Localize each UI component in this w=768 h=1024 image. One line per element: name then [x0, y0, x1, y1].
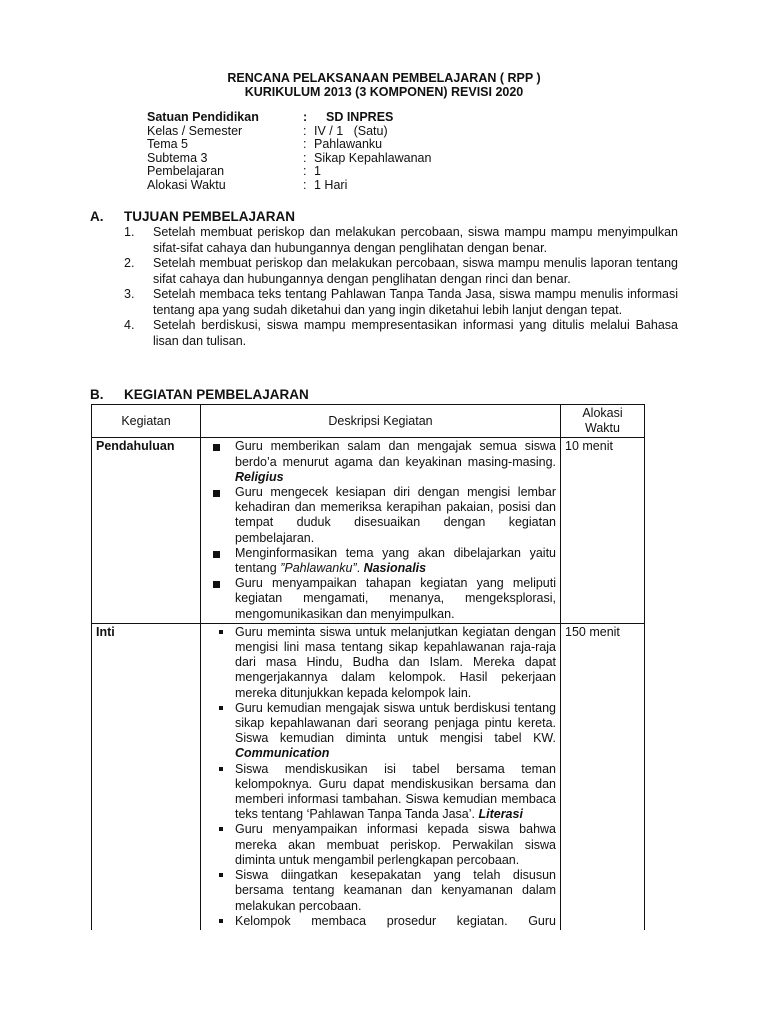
activity-item [205, 868, 556, 914]
identity-row-satuan [147, 111, 431, 125]
objective-item [124, 225, 678, 256]
activity-item [205, 625, 556, 701]
objective-item [124, 256, 678, 287]
stage-description [201, 623, 561, 930]
identity-value: SD INPRES [326, 110, 394, 124]
identity-label: Subtema 3 [147, 150, 208, 165]
identity-row-subtema [147, 152, 431, 166]
character-tag: Literasi [478, 807, 523, 822]
activity-text: Guru meminta siswa untuk melanjutkan kegiatan dengan mengisi lini masa tentang sikap kepahlawanan raja-raja dari masa Hindu, Budha dan Islam. Mereka dapat mengerjakannya dalam kelompok. Hasil pekerjaan mereka ditunjukkan kepada kelompok lain. [235, 624, 556, 700]
activity-text-main: Guru kemudian mengajak siswa untuk berdiskusi tentang sikap kepahlawanan dari seorang penjaga pintu kereta. Siswa kemudian diminta untuk mengisi tabel KW. [235, 700, 556, 746]
activities-table [91, 404, 645, 930]
objectives-list [124, 225, 678, 349]
identity-value: Sikap Kepahlawanan [314, 150, 432, 165]
activity-item [205, 485, 556, 546]
objective-number: 4. [124, 318, 135, 332]
square-bullet-icon [205, 546, 235, 576]
identity-colon: : [303, 150, 307, 165]
stage-label: Pendahuluan [92, 438, 201, 623]
document-subtitle: KURIKULUM 2013 (3 KOMPONEN) REVISI 2020 [244, 85, 524, 99]
section-a-letter: A. [90, 209, 104, 224]
identity-block [147, 111, 431, 192]
activity-item [205, 439, 556, 485]
objective-text: Setelah membuat periskop dan melakukan percobaan, siswa mampu menulis laporan tentang sifat cahaya dan hubungannya dengan penglihatan dengan rinci dan benar. [153, 256, 678, 286]
header-deskripsi: Deskripsi Kegiatan [201, 405, 561, 438]
stage-time: 150 menit [561, 623, 645, 930]
identity-value: 1 [314, 164, 321, 178]
identity-colon: : [303, 123, 307, 138]
activity-list [205, 625, 556, 929]
identity-label: Alokasi Waktu [147, 177, 226, 192]
activity-item [205, 576, 556, 622]
header-alokasi [561, 405, 645, 438]
activity-item [205, 914, 556, 929]
objective-text: Setelah membaca teks tentang Pahlawan Tanpa Tanda Jasa, siswa mampu menulis informasi tentang apa yang sudah diketahui dan yang ingin diketahui lebih lanjut dengan tepat. [153, 287, 678, 317]
activity-text: Guru menyampaikan tahapan kegiatan yang meliputi kegiatan mengamati, menanya, mengeksplorasi, mengomunikasikan dan menyimpulkan. [235, 576, 556, 621]
header-kegiatan: Kegiatan [92, 405, 201, 438]
activity-item [205, 762, 556, 823]
section-b-title: KEGIATAN PEMBELAJARAN [124, 387, 309, 402]
identity-colon: : [303, 137, 307, 151]
section-a-title: TUJUAN PEMBELAJARAN [124, 209, 296, 224]
small-square-bullet-icon [205, 914, 235, 929]
activity-text: Guru menyampaikan informasi kepada siswa bahwa mereka akan membuat periskop. Perwakilan siswa diminta untuk mengambil perlengkapan percobaan. [235, 822, 556, 867]
activity-item [205, 546, 556, 576]
table-row-pendahuluan [92, 438, 645, 623]
activity-text [235, 439, 556, 485]
activity-item [205, 822, 556, 868]
activity-text: Guru mengecek kesiapan diri dengan mengisi lembar kehadiran dan memeriksa kerapihan pakaian, posisi dan tempat duduk disesuaikan dengan kegiatan pembelajaran. [235, 485, 556, 545]
identity-colon: : [303, 164, 307, 178]
document-title: RENCANA PELAKSANAAN PEMBELAJARAN ( RPP ) [227, 71, 541, 85]
stage-label: Inti [92, 623, 201, 930]
activity-text: Siswa diingatkan kesepakatan yang telah disusun bersama tentang keamanan dan kenyamanan dalam melakukan percobaan. [235, 868, 556, 913]
objective-item [124, 287, 678, 318]
theme-name: ”Pahlawanku” [280, 561, 357, 576]
identity-label: Kelas / Semester [147, 123, 243, 138]
identity-label: Pembelajaran [147, 164, 225, 178]
identity-label: Tema 5 [147, 137, 188, 151]
objective-item [124, 318, 678, 349]
identity-row-tema [147, 138, 431, 152]
character-tag: Nasionalis [363, 561, 427, 576]
identity-row-kelas [147, 125, 431, 139]
section-b-letter: B. [90, 387, 104, 402]
square-bullet-icon [205, 439, 235, 485]
identity-colon: : [303, 110, 308, 124]
square-bullet-icon [205, 485, 235, 546]
activity-text [235, 762, 556, 823]
header-alokasi-line1: Alokasi [582, 406, 623, 420]
activity-text [235, 546, 556, 576]
activity-text [235, 701, 556, 762]
table-header-row [92, 405, 645, 438]
identity-row-alokasi [147, 179, 431, 193]
stage-description [201, 438, 561, 623]
square-bullet-icon [205, 576, 235, 622]
small-square-bullet-icon [205, 701, 235, 762]
activity-item [205, 701, 556, 762]
identity-value: IV / 1 (Satu) [314, 123, 388, 138]
identity-value: 1 Hari [314, 177, 348, 192]
activity-list [205, 439, 556, 621]
header-alokasi-line2: Waktu [585, 421, 620, 436]
identity-value: Pahlawanku [314, 137, 383, 151]
objective-number: 1. [124, 225, 135, 239]
activity-text-pre: Menginformasikan tema yang akan dibelajarkan yaitu tentang [235, 545, 556, 576]
objective-number: 2. [124, 256, 135, 270]
small-square-bullet-icon [205, 868, 235, 914]
activity-text-post: . [356, 561, 364, 576]
objective-text: Setelah membuat periskop dan melakukan percobaan, siswa mampu mampu menyimpulkan sifat-sifat cahaya dan hubungannya dengan penglihatan dengan benar. [153, 225, 678, 255]
small-square-bullet-icon [205, 762, 235, 823]
small-square-bullet-icon [205, 625, 235, 701]
activity-text: Kelompok membaca prosedur kegiatan. Guru [235, 913, 556, 928]
character-tag: Communication [235, 746, 330, 761]
table-row-inti [92, 623, 645, 930]
objective-text: Setelah berdiskusi, siswa mampu mempresentasikan informasi yang ditulis melalui Bahasa lisan dan tulisan. [153, 318, 678, 348]
stage-time: 10 menit [561, 438, 645, 623]
activity-text-main: Siswa mendiskusikan isi tabel bersama teman kelompoknya. Guru dapat mendiskusikan bersama dan memberi informasi tambahan. Siswa kemudian membaca teks tentang ‘Pahlawan Tanpa Tanda Jasa’. [235, 761, 556, 822]
identity-row-pembelajaran [147, 165, 431, 179]
activity-text-main: Guru memberikan salam dan mengajak semua siswa berdo’a menurut agama dan keyakinan masing-masing. [235, 439, 556, 469]
objective-number: 3. [124, 287, 135, 301]
identity-label: Satuan Pendidikan [147, 110, 259, 124]
character-tag: Religius [235, 469, 284, 484]
identity-colon: : [303, 177, 307, 192]
small-square-bullet-icon [205, 822, 235, 868]
